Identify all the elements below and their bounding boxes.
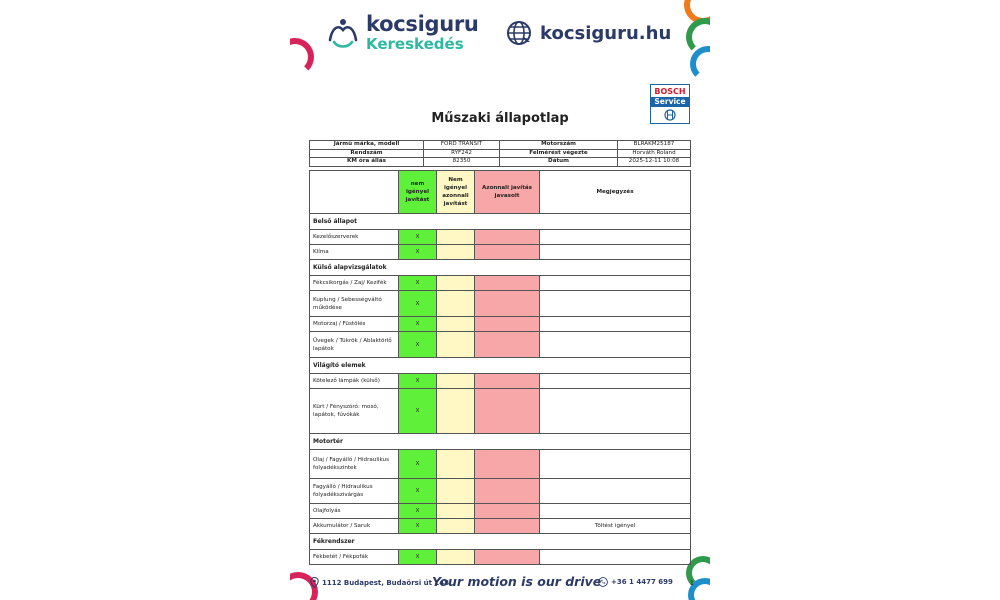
urgent-cell xyxy=(475,550,540,565)
ok-cell: X xyxy=(399,550,437,565)
plate-value: RYF242 xyxy=(424,149,500,158)
table-row xyxy=(310,374,691,389)
km-label: KM óra állás xyxy=(310,158,424,167)
page-footer xyxy=(290,574,710,594)
header-note: Megjegyzés xyxy=(540,171,691,214)
plate-label: Rendszám xyxy=(310,149,424,158)
brand-name: kocsiguru xyxy=(366,12,479,36)
document-page xyxy=(290,0,710,600)
item-name-cell: Olaj / Fagyálló / Hidraulikus folyadékszintek xyxy=(310,450,399,479)
item-name-cell: Akkumulátor / Saruk xyxy=(310,519,399,534)
not-urgent-cell xyxy=(437,374,475,389)
not-urgent-cell xyxy=(437,245,475,260)
item-name-cell: Kötelező lámpák (külső) xyxy=(310,374,399,389)
table-row xyxy=(310,291,691,317)
item-name-cell: Motorzaj / Füstölés xyxy=(310,317,399,332)
urgent-cell xyxy=(475,374,540,389)
urgent-cell xyxy=(475,230,540,245)
table-row xyxy=(310,479,691,504)
urgent-cell xyxy=(475,479,540,504)
section-header-row xyxy=(310,534,691,550)
urgent-cell xyxy=(475,519,540,534)
make-value: FORD TRANSIT xyxy=(424,141,500,150)
urgent-cell xyxy=(475,245,540,260)
section-header-row xyxy=(310,260,691,276)
footer-address-block xyxy=(310,577,452,588)
date-label: Dátum xyxy=(500,158,618,167)
badge-top-text: BOSCH xyxy=(651,87,689,97)
urgent-cell xyxy=(475,504,540,519)
table-row xyxy=(310,276,691,291)
urgent-cell xyxy=(475,317,540,332)
globe-icon xyxy=(506,20,532,46)
inspector-value: Horváth Roland xyxy=(618,149,691,158)
page-title: Műszaki állapotlap xyxy=(431,111,569,126)
header-empty-cell xyxy=(310,171,399,214)
urgent-cell xyxy=(475,332,540,358)
not-urgent-cell xyxy=(437,550,475,565)
inspector-label: Felmérést végezte xyxy=(500,149,618,158)
item-name-cell: Klíma xyxy=(310,245,399,260)
note-cell xyxy=(540,276,691,291)
ok-cell: X xyxy=(399,389,437,434)
section-title: Külső alapvizsgálatok xyxy=(310,260,691,276)
ok-cell: X xyxy=(399,450,437,479)
note-cell xyxy=(540,550,691,565)
table-row xyxy=(310,230,691,245)
item-name-cell: Fékcsikorgás / Zaj/ Kezifék xyxy=(310,276,399,291)
table-row xyxy=(310,245,691,260)
footer-phone-block xyxy=(598,577,673,587)
note-cell xyxy=(540,291,691,317)
location-pin-icon xyxy=(310,577,319,588)
ok-cell: X xyxy=(399,332,437,358)
table-row xyxy=(310,450,691,479)
note-cell xyxy=(540,245,691,260)
brand-subtitle: Kereskedés xyxy=(366,35,464,53)
badge-bottom-text: Service xyxy=(651,97,689,107)
ok-cell: X xyxy=(399,504,437,519)
table-row xyxy=(310,519,691,534)
note-cell xyxy=(540,504,691,519)
item-name-cell: Üvegek / Tükrök / Ablaktörlő lapátok xyxy=(310,332,399,358)
phone-icon xyxy=(598,577,608,587)
item-name-cell: Fékbetét / Fékpofák xyxy=(310,550,399,565)
item-name-cell: Kuplung / Sebességváltó működése xyxy=(310,291,399,317)
urgent-cell xyxy=(475,450,540,479)
item-name-cell: Kürt / Fényszóró: mosó, lapátok, fúvókák xyxy=(310,389,399,434)
not-urgent-cell xyxy=(437,519,475,534)
not-urgent-cell xyxy=(437,276,475,291)
not-urgent-cell xyxy=(437,504,475,519)
header-ok: nem igényel javítást xyxy=(399,171,437,214)
ok-cell: X xyxy=(399,291,437,317)
note-cell: Töltést igényel xyxy=(540,519,691,534)
ok-cell: X xyxy=(399,276,437,291)
note-cell xyxy=(540,374,691,389)
corner-decoration xyxy=(290,38,314,76)
note-cell xyxy=(540,450,691,479)
section-header-row xyxy=(310,214,691,230)
ok-cell: X xyxy=(399,479,437,504)
not-urgent-cell xyxy=(437,291,475,317)
section-header-row xyxy=(310,434,691,450)
urgent-cell xyxy=(475,291,540,317)
urgent-cell xyxy=(475,276,540,291)
not-urgent-cell xyxy=(437,389,475,434)
not-urgent-cell xyxy=(437,230,475,245)
section-header-row xyxy=(310,358,691,374)
table-row xyxy=(310,389,691,434)
not-urgent-cell xyxy=(437,317,475,332)
ok-cell: X xyxy=(399,519,437,534)
footer-phone: +36 1 4477 699 xyxy=(611,578,673,586)
note-cell xyxy=(540,479,691,504)
header-urgent: Azonnali javítás javasolt xyxy=(475,171,540,214)
header-not-urgent: Nem igényel azonnali javítást xyxy=(437,171,475,214)
not-urgent-cell xyxy=(437,332,475,358)
table-header-row xyxy=(310,171,691,214)
item-name-cell: Kezelőszerverek xyxy=(310,230,399,245)
engine-label: Motorszám xyxy=(500,141,618,150)
km-value: 82350 xyxy=(424,158,500,167)
ok-cell: X xyxy=(399,245,437,260)
section-title: Fékrendszer xyxy=(310,534,691,550)
date-value: 2025-12-11 10:08 xyxy=(618,158,691,167)
condition-table xyxy=(309,170,691,565)
note-cell xyxy=(540,317,691,332)
note-cell xyxy=(540,332,691,358)
brand-logo xyxy=(326,14,479,52)
urgent-cell xyxy=(475,389,540,434)
section-title: Belső állapot xyxy=(310,214,691,230)
table-row xyxy=(310,504,691,519)
section-title: Motortér xyxy=(310,434,691,450)
table-row xyxy=(310,317,691,332)
website-url: kocsiguru.hu xyxy=(540,22,672,44)
vehicle-info-table xyxy=(309,140,691,167)
not-urgent-cell xyxy=(437,450,475,479)
item-name-cell: Olajfolyás xyxy=(310,504,399,519)
footer-address: 1112 Budapest, Budaörsi út 148. xyxy=(322,578,452,587)
not-urgent-cell xyxy=(437,479,475,504)
ok-cell: X xyxy=(399,317,437,332)
ok-cell: X xyxy=(399,230,437,245)
table-row xyxy=(310,550,691,565)
note-cell xyxy=(540,389,691,434)
make-label: Jármű márka, modell xyxy=(310,141,424,150)
kocsiguru-logo-icon xyxy=(326,16,360,50)
footer-slogan: Your motion is our drive xyxy=(432,574,602,589)
website-block xyxy=(506,20,671,46)
item-name-cell: Fagyálló / Hidraulikus folyadékszivárgás xyxy=(310,479,399,504)
ok-cell: X xyxy=(399,374,437,389)
page-number: 1 xyxy=(690,580,694,587)
note-cell xyxy=(540,230,691,245)
section-title: Világító elemek xyxy=(310,358,691,374)
table-row xyxy=(310,332,691,358)
engine-value: BLRAKM25187 xyxy=(618,141,691,150)
